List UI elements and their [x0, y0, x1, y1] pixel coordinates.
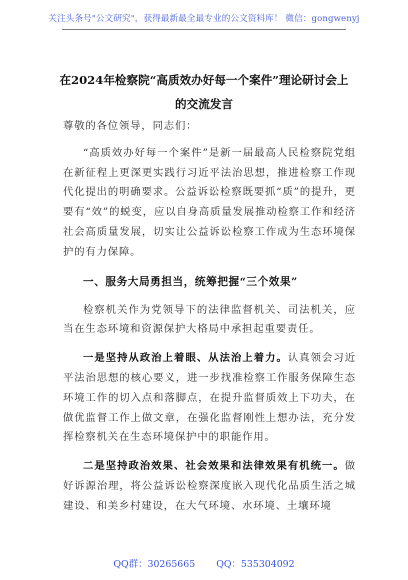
salutation: 尊敬的各位领导，同志们：: [63, 120, 198, 132]
document-body: [63, 117, 356, 517]
point-2-lead: 二是坚持政治效果、社会效果和法律效果有机统一。: [83, 460, 345, 473]
point-2-paragraph: [63, 457, 356, 516]
title-line-2: 的交流发言: [175, 97, 233, 111]
intro-paragraph: “高质效办好每一个案件”是新一届最高人民检察院党组在新征程上更深更实践行习近平法治思想，推进检察工作现代化提出的明确要求。公益诉讼检察既要抓“质”的提升，更要有“效”的蜕变，应以自身高质量发展推动检察工作和经济社会高质量发展，切实让公益诉讼检察工作成为生态环境保护的有力保障。: [63, 146, 356, 258]
point-2-text: 做好诉源治理，将公益诉讼检察深度嵌入现代化品质生活之城建设、和美乡村建设，在大气环境、水环境、土壤环境: [63, 460, 356, 512]
footer-qq-group[interactable]: QQ群：30265665: [113, 559, 196, 570]
point-1-paragraph: [63, 349, 356, 448]
point-1-text: 认真领会习近平法治思想的核心要义，进一步找准检察工作服务保障生态环境工作的切入点和落脚点，在提升监督质效上下功夫，在做优监督工作上做文章，在强化监督刚性上想办法，充分发挥检察机关在生态环境保护中的职能作用。: [63, 352, 356, 444]
section-1-heading: 一、服务大局勇担当，统筹把握“三个效果”: [83, 275, 298, 288]
header-divider: [62, 29, 346, 30]
footer-contact: [0, 556, 408, 570]
document-title: [40, 68, 368, 116]
title-line-1: 在2024年检察院“高质效办好每一个案件”理论研讨会上: [59, 73, 349, 87]
footer-qq-number[interactable]: QQ：535304092: [216, 559, 295, 570]
header-promo-note[interactable]: 关注头条号"公文研究"，获得最新最全最专业的公文资料库！ 微信：gongwenyj: [48, 14, 360, 24]
point-1-lead: 一是坚持从政治上着眼、从法治上着力。: [83, 352, 288, 365]
section-1-paragraph: 检察机关作为党领导下的法律监督机关、司法机关，应当在生态环境和资源保护大格局中承担起重要责任。: [63, 303, 356, 336]
